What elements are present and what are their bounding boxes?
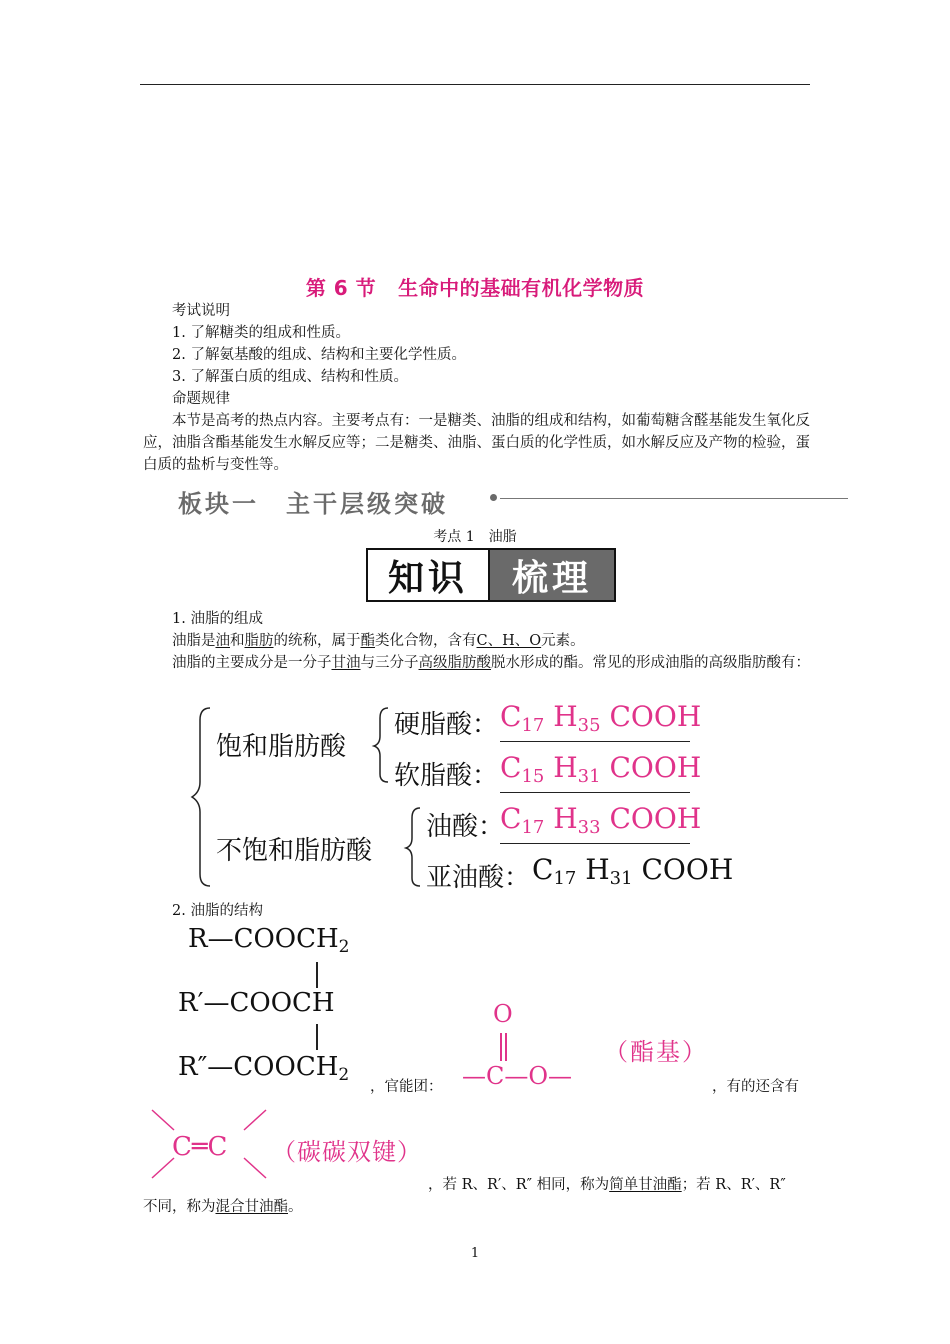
- text-run: 脱水形成的酯。常见的形成油脂的高级脂肪酸有：: [491, 655, 810, 671]
- section-banner-dot: [490, 494, 497, 501]
- functional-group-text: ，官能团：: [370, 1079, 443, 1095]
- composition-block: [143, 608, 810, 674]
- bond-line: [316, 1024, 318, 1050]
- acid-formula: $C_{15}$ $H_{31}$ COOH: [500, 751, 702, 787]
- ester-group-label: （酯基）: [604, 1038, 708, 1066]
- acid-formula: $C_{17}$ $H_{35}$ COOH: [500, 700, 702, 736]
- acid-name: 软脂酸：: [394, 761, 499, 791]
- bond-line: [316, 962, 318, 988]
- section-number: 第 6 节: [305, 276, 377, 300]
- acid-name: 亚油酸：: [426, 863, 531, 893]
- answer-line: [500, 741, 690, 742]
- page-title: [0, 272, 950, 301]
- double-bond-line: [500, 1033, 502, 1061]
- text-run: 和: [230, 633, 245, 649]
- section-banner-text: 板块一 主干层级突破: [178, 490, 448, 518]
- acid-name: 硬脂酸：: [394, 710, 499, 740]
- answer-fatty-acid: 高级脂肪酸: [418, 655, 491, 671]
- text-run: 元素。: [541, 633, 585, 649]
- triglyceride-row-2: R′—COOCH: [178, 988, 335, 1018]
- triglyceride-row-3: $R''—COOCH_2$: [178, 1052, 350, 1085]
- section-banner: [178, 484, 848, 518]
- text-run: 与三分子: [360, 655, 419, 671]
- exam-desc-heading: 考试说明: [172, 303, 230, 319]
- acid-formula: $C_{17}$ $H_{31}$ COOH: [532, 853, 734, 889]
- knowledge-banner-right: 梳理: [490, 550, 614, 600]
- acid-formula: $C_{17}$ $H_{33}$ COOH: [500, 802, 702, 838]
- text-run: 的统称，属于: [273, 633, 361, 649]
- answer-mixed-glyceride: 混合甘油酯: [215, 1199, 288, 1215]
- page-number: 1: [470, 1246, 480, 1261]
- ester-oxygen: O: [493, 1000, 513, 1028]
- structure-heading: 2. 油脂的结构: [172, 903, 263, 919]
- saturated-label: 饱和脂肪酸: [216, 732, 347, 762]
- cc-double-bond: C═C: [172, 1132, 228, 1162]
- cc-bond-label: （碳碳双键）: [272, 1138, 422, 1166]
- answer-line: [500, 792, 690, 793]
- exam-desc-item: 3. 了解蛋白质的组成、结构和性质。: [172, 369, 408, 385]
- also-contains-text: ，有的还含有: [712, 1079, 799, 1095]
- knowledge-banner-left: 知识: [368, 550, 490, 600]
- text-run: 油脂是: [172, 633, 216, 649]
- acid-name: 油酸：: [426, 812, 505, 842]
- section-banner-rule: [500, 498, 848, 499]
- kaodian-title: 考点 1 油脂: [433, 529, 517, 545]
- header-rule: [140, 84, 810, 85]
- answer-simple-glyceride: 简单甘油酯: [609, 1177, 682, 1193]
- mixed-glyceride-text: 不同，称为混合甘油酯。: [143, 1199, 303, 1215]
- knowledge-banner: [366, 548, 616, 602]
- simple-glyceride-text: ，若 R、R′、R″ 相同，称为简单甘油酯；若 R、R′、R″: [428, 1177, 786, 1193]
- ester-chain: —C—O—: [462, 1062, 573, 1090]
- unsaturated-label: 不饱和脂肪酸: [216, 836, 373, 866]
- answer-glycerol: 甘油: [331, 655, 361, 671]
- composition-sentence-2: [143, 652, 810, 674]
- composition-heading: 1. 油脂的组成: [172, 611, 263, 627]
- answer-ester: 酯: [360, 633, 375, 649]
- answer-elements: C、H、O: [476, 633, 542, 649]
- pattern-text: 本节是高考的热点内容。主要考点有：一是糖类、油脂的组成和结构，如葡萄糖含醛基能发生氧化反应，油脂含酯基能发生水解反应等；二是糖类、油脂、蛋白质的化学性质，如水解反应及产物的检验，蛋白质的盐析与变性等。: [143, 413, 810, 473]
- exam-desc-item: 2. 了解氨基酸的组成、结构和主要化学性质。: [172, 347, 466, 363]
- saturated-brace: [374, 708, 388, 782]
- composition-sentence-1: [143, 630, 810, 652]
- answer-oil: 油: [215, 633, 230, 649]
- outer-brace: [192, 708, 210, 886]
- triglyceride-row-1: $R—COOCH_2$: [188, 924, 350, 957]
- pattern-heading: 命题规律: [172, 391, 230, 407]
- text-run: 油脂的主要成分是一分子: [172, 655, 332, 671]
- exam-description: [143, 300, 810, 476]
- exam-desc-item: 1. 了解糖类的组成和性质。: [172, 325, 350, 341]
- answer-fat: 脂肪: [244, 633, 274, 649]
- text-run: 类化合物，含有: [375, 633, 477, 649]
- answer-line: [500, 843, 690, 844]
- double-bond-line: [505, 1033, 507, 1061]
- section-title: 生命中的基础有机化学物质: [398, 276, 645, 300]
